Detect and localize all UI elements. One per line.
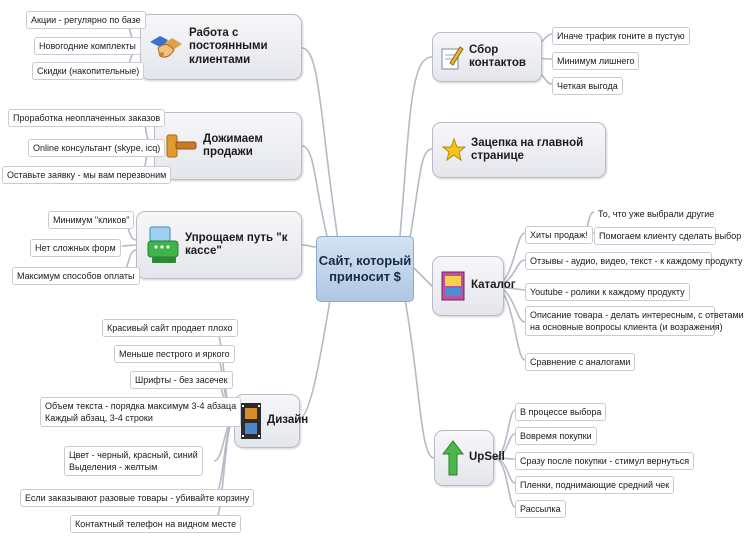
branch-hook-title: Зацепка на главной странице (471, 136, 584, 162)
branch-clients[interactable] (140, 14, 302, 80)
catalog-hits[interactable]: Хиты продаж! (525, 226, 593, 244)
checkout-leaf-2[interactable]: Нет сложных форм (30, 239, 121, 257)
catalog-hits-sub-2[interactable]: Помогаем клиенту сделать выбор (594, 227, 716, 245)
upsell-leaf-4[interactable]: Пленки, поднимающие средний чек (515, 476, 674, 494)
contacts-leaf-1[interactable]: Иначе трафик гоните в пустую (552, 27, 690, 45)
checkout-leaf-3[interactable]: Максимум способов оплаты (12, 267, 140, 285)
catalog-leaf-2[interactable]: Youtube - ролики к каждому продукту (525, 283, 690, 301)
sales-leaf-3[interactable]: Оставьте заявку - мы вам перезвоним (2, 166, 171, 184)
upsell-leaf-2[interactable]: Вовремя покупки (515, 427, 597, 445)
branch-checkout-title: Упрощаем путь "к кассе" (185, 231, 288, 257)
catalog-leaf-3-line1: Описание товара - делать интересным, с ответами (530, 310, 744, 320)
branch-contacts[interactable] (432, 32, 542, 82)
sales-leaf-1[interactable]: Проработка неоплаченных заказов (8, 109, 165, 127)
branch-hook[interactable] (432, 122, 606, 178)
design-leaf-4-line2: Каждый абзац, 3-4 строки (45, 413, 153, 423)
star-icon (441, 135, 467, 165)
gallery-icon (439, 266, 467, 306)
design-leaf-5-line2: Выделения - желтым (69, 462, 158, 472)
branch-clients-title-line2: клиентами (189, 53, 251, 66)
branch-upsell-title: UpSell (469, 451, 505, 464)
film-icon (239, 401, 263, 441)
design-leaf-4-line1: Объем текста - порядка максимум 3-4 абзаца (45, 401, 237, 411)
design-leaf-7[interactable]: Контактный телефон на видном месте (70, 515, 241, 533)
design-leaf-2[interactable]: Меньше пестрого и яркого (114, 345, 235, 363)
pencil-paper-icon (439, 42, 465, 72)
design-leaf-5-line1: Цвет - черный, красный, синий (69, 450, 198, 460)
central-title-line1: Сайт, который (318, 253, 412, 269)
cash-register-icon (145, 223, 181, 267)
branch-sales[interactable] (154, 112, 302, 180)
design-leaf-4[interactable] (40, 397, 241, 427)
branch-sales-title: Дожимаем продажи (203, 132, 263, 158)
handshake-icon (147, 27, 185, 67)
catalog-leaf-3[interactable] (525, 306, 744, 336)
branch-clients-title-line1: Работа с постоянными (189, 27, 268, 53)
hammer-icon (163, 126, 199, 166)
central-title-line2: приносит $ (329, 269, 401, 284)
checkout-leaf-1[interactable]: Минимум "кликов" (48, 211, 134, 229)
catalog-hits-sub-1[interactable]: То, что уже выбрали другие (598, 209, 715, 219)
design-leaf-6[interactable]: Если заказывают разовые товары - убивайте корзину (20, 489, 254, 507)
design-leaf-5[interactable] (64, 446, 203, 476)
branch-upsell[interactable] (434, 430, 505, 486)
design-leaf-3[interactable]: Шрифты - без засечек (130, 371, 233, 389)
up-arrow-icon (441, 438, 465, 478)
upsell-leaf-1[interactable]: В процессе выбора (515, 403, 606, 421)
clients-leaf-2[interactable]: Новогодние комплекты (34, 37, 141, 55)
upsell-leaf-5[interactable]: Рассылка (515, 500, 566, 518)
central-topic[interactable] (316, 236, 414, 302)
contacts-leaf-2[interactable]: Минимум лишнего (552, 52, 639, 70)
branch-checkout[interactable] (136, 211, 302, 279)
branch-design-title: Дизайн (267, 414, 309, 427)
branch-design[interactable] (234, 394, 309, 448)
catalog-leaf-3-line2: на основные вопросы клиента (и возражения) (530, 322, 723, 332)
branch-contacts-title: Сбор контактов (469, 43, 526, 69)
branch-catalog-title: Каталог (471, 279, 516, 292)
sales-leaf-2[interactable]: Online консультант (skype, icq) (28, 139, 165, 157)
upsell-leaf-3[interactable]: Сразу после покупки - стимул вернуться (515, 452, 694, 470)
branch-catalog[interactable] (432, 256, 516, 316)
catalog-leaf-1[interactable]: Отзывы - аудио, видео, текст - к каждому продукту (525, 252, 712, 270)
contacts-leaf-3[interactable]: Четкая выгода (552, 77, 623, 95)
catalog-leaf-4[interactable]: Сравнение с аналогами (525, 353, 635, 371)
clients-leaf-1[interactable]: Акции - регулярно по базе (26, 11, 146, 29)
clients-leaf-3[interactable]: Скидки (накопительные) (32, 62, 144, 80)
design-leaf-1[interactable]: Красивый сайт продает плохо (102, 319, 238, 337)
